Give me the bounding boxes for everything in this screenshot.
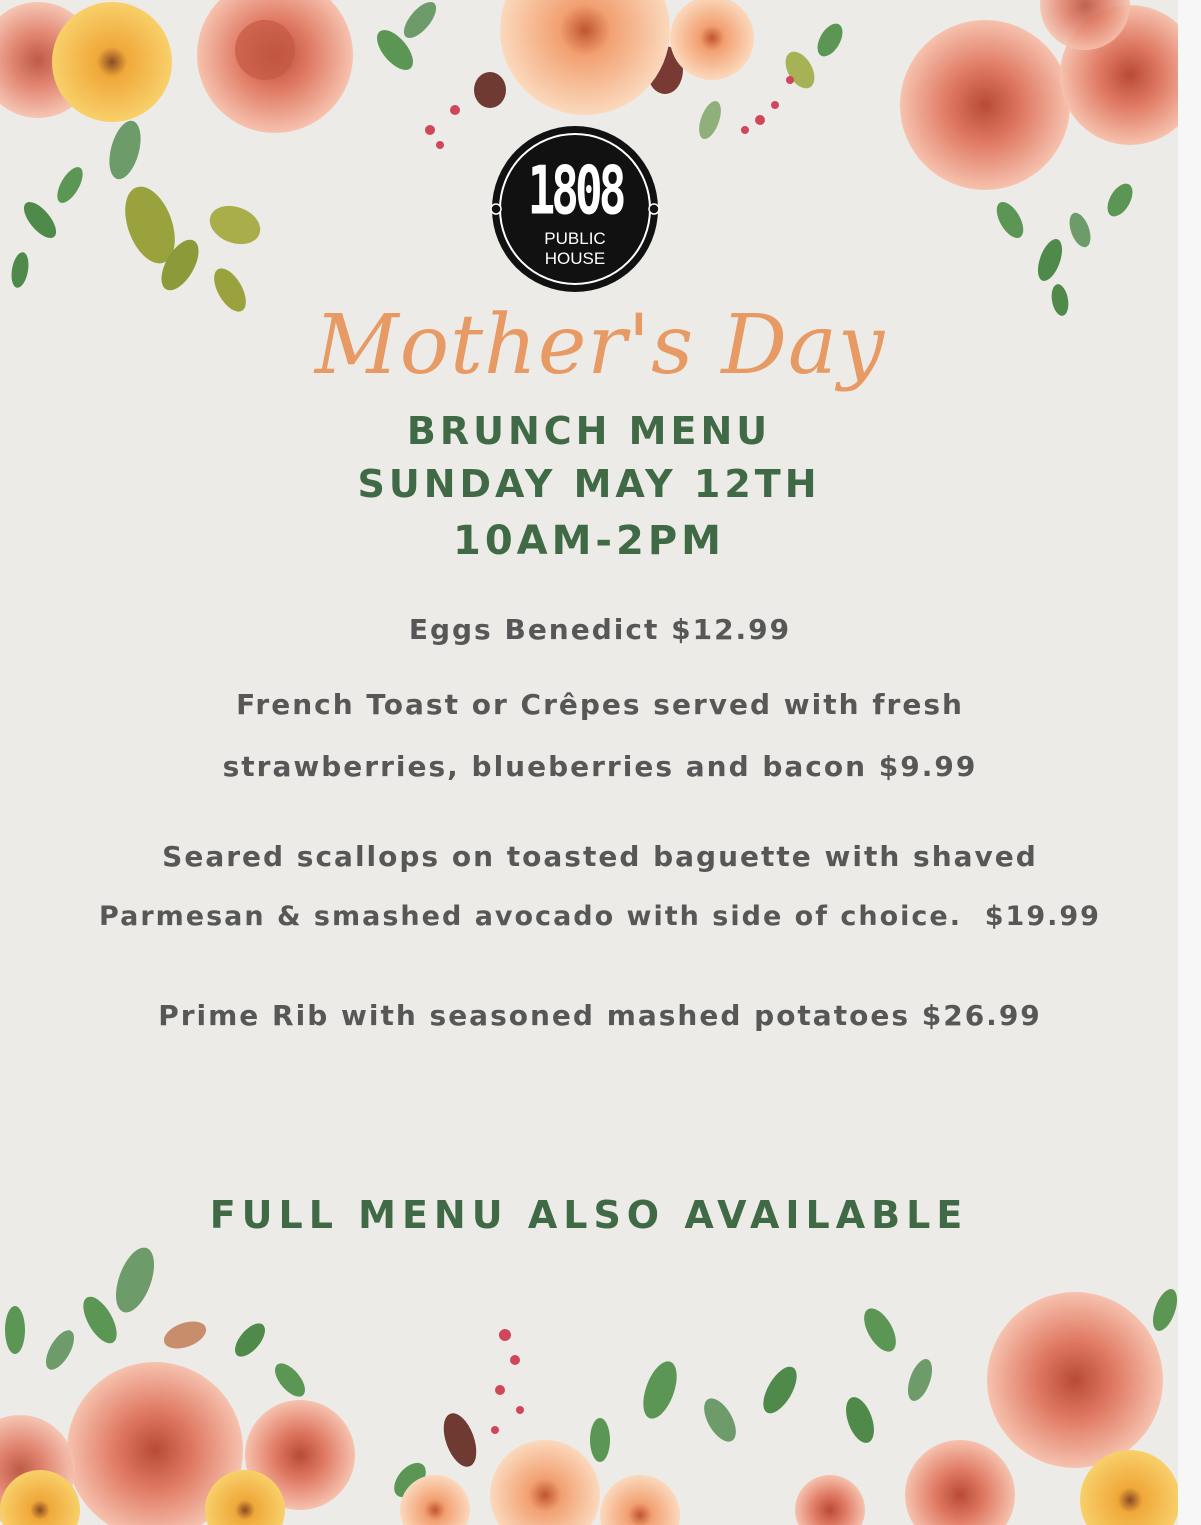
flower-icon [500,0,670,115]
heading-hours: 10AM-2PM [453,518,725,564]
footer-note: FULL MENU ALSO AVAILABLE [209,1193,969,1237]
menu-item-french-toast-line-2: strawberries, blueberries and bacon $9.99 [222,750,978,783]
menu-item-scallops-line-2: Parmesan & smashed avocado with side of choice. $19.99 [99,901,1101,932]
logo-line-2: HOUSE [544,249,606,268]
flower-icon [52,2,172,122]
flower-icon [490,1440,600,1525]
menu-item-prime-rib: Prime Rib with seasoned mashed potatoes $26.99 [158,999,1042,1032]
rose-icon [905,1440,1015,1525]
page-edge-strip [1178,0,1201,1525]
menu-item-scallops-line-1: Seared scallops on toasted baguette with shaved [162,840,1038,873]
heading-date: SUNDAY MAY 12TH [357,462,821,506]
berry-icon [491,1329,524,1434]
rose-icon [900,20,1070,190]
logo-number: 1808 [527,151,623,230]
leaf-icon [991,179,1137,317]
heading-brunch-menu: BRUNCH MENU [406,409,772,453]
menu-item-eggs-benedict: Eggs Benedict $12.99 [408,613,792,646]
logo [490,125,660,293]
menu-item-french-toast-line-1: French Toast or Crêpes served with fresh [236,688,964,721]
leaf-icon [9,117,266,316]
logo-line-1: PUBLIC [544,229,606,248]
page-title: Mother's Day [314,298,886,393]
rose-icon [987,1292,1163,1468]
